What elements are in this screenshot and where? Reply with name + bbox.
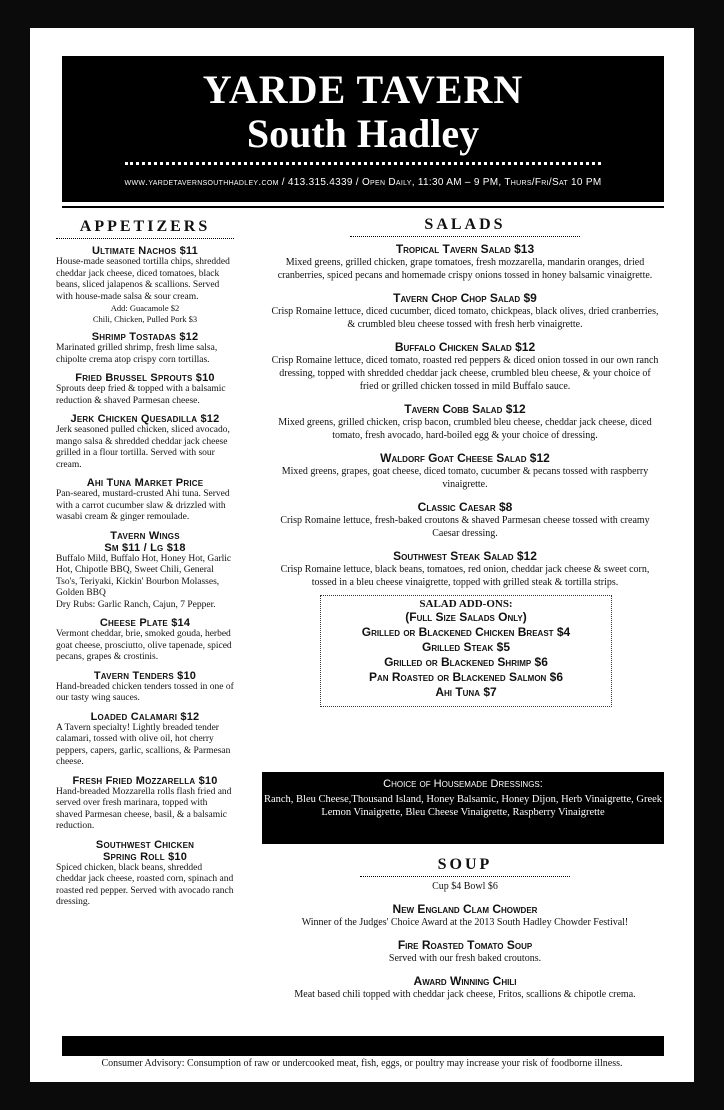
addon-item: (Full Size Salads Only) xyxy=(405,610,527,624)
addon-item: Grilled or Blackened Chicken Breast $4 xyxy=(361,625,571,639)
appetizer-description: Buffalo Mild, Buffalo Hot, Honey Hot, Garlic Hot, Chipotle BBQ, Sweet Chili, General Tso's, Teriyaki, Kickin' Bourbon Molasses, Golden BBQ Dry Rubs: Garlic Ranch, Cajun, 7 Pepper. xyxy=(56,553,232,610)
salad-description: Mixed greens, grilled chicken, crisp bacon, crumbled bleu cheese, cheddar jack cheese, diced tomato, fresh avocado, hard-boiled egg & your choice of dressing. xyxy=(278,417,652,441)
soup-prices: Cup $4 Bowl $6 xyxy=(432,881,498,892)
appetizers-column xyxy=(56,218,234,909)
appetizer-name: Tavern Tenders $10 xyxy=(93,669,197,682)
appetizer-name: Tavern Wings Sm $11 / Lg $18 xyxy=(104,529,186,554)
appetizer-description: Hand-breaded Mozzarella rolls flash fried and served over fresh marinara, topped with shaved Parmesan cheese, basil, & a balsamic reduction. xyxy=(56,786,232,831)
soup-description: Served with our fresh baked croutons. xyxy=(388,953,542,964)
appetizer-item xyxy=(56,530,234,612)
addon-item: Pan Roasted or Blackened Salmon $6 xyxy=(368,670,564,684)
salad-name: Buffalo Chicken Salad $12 xyxy=(394,340,536,354)
salad-description: Crisp Romaine lettuce, fresh-baked croutons & shaved Parmesan cheese tossed with creamy Caesar dressing. xyxy=(280,515,650,539)
addon-item: Grilled Steak $5 xyxy=(421,640,511,654)
soup-name: Award Winning Chili xyxy=(413,974,517,988)
salad-description: Mixed greens, grilled chicken, grape tomatoes, fresh mozzarella, mandarin oranges, dried cranberries, spiced pecans and homemade crispy onions tossed in honey balsamic vinaigrette. xyxy=(277,257,653,281)
soup-section xyxy=(270,856,660,1001)
appetizer-item xyxy=(56,839,234,909)
appetizer-name: Ultimate Nachos $11 xyxy=(92,245,198,257)
appetizer-name: Shrimp Tostadas $12 xyxy=(91,331,199,343)
salad-description: Mixed greens, grapes, goat cheese, diced tomato, cucumber & pecans tossed with raspberry vinaigrette. xyxy=(281,466,649,490)
appetizer-description: Vermont cheddar, brie, smoked gouda, herbed goat cheese, prosciutto, olive tapenade, spiced pecans, grapes & crostinis. xyxy=(56,629,232,662)
appetizer-item xyxy=(56,775,234,833)
addon-item: Ahi Tuna $7 xyxy=(435,685,497,699)
soup-name: Fire Roasted Tomato Soup xyxy=(397,938,533,952)
salad-name: Tropical Tavern Salad $13 xyxy=(395,242,535,256)
appetizer-item xyxy=(56,245,234,325)
dressings-title: Choice of Housemade Dressings: xyxy=(383,778,543,790)
header-rule xyxy=(62,206,664,208)
soup-description: Meat based chili topped with cheddar jack cheese, Fritos, scallions & chipotle crema. xyxy=(294,989,636,1000)
salad-name: Classic Caesar $8 xyxy=(417,500,513,514)
appetizers-title: APPETIZERS xyxy=(56,218,234,239)
addon-item: Grilled or Blackened Shrimp $6 xyxy=(384,655,548,669)
salad-name: Southwest Steak Salad $12 xyxy=(393,549,537,563)
appetizer-name: Ahi Tuna Market Price xyxy=(86,477,204,489)
salad-name: Waldorf Goat Cheese Salad $12 xyxy=(380,451,550,465)
appetizer-item xyxy=(56,477,234,524)
appetizer-item xyxy=(56,413,234,471)
salad-description: Crisp Romaine lettuce, diced tomato, roasted red peppers & diced onion tossed in our own ranch dressing, topped with shredded cheddar jack cheese, crumbled bleu cheese, & your choice of fried or grilled chicken tossed in mild Buffalo sauce. xyxy=(271,355,659,392)
appetizer-name: Fresh Fried Mozzarella $10 xyxy=(72,774,218,787)
appetizer-description: Pan-seared, mustard-crusted Ahi tuna. Served with a carrot cucumber slaw & drizzled with wasabi cream & ginger remoulade. xyxy=(56,489,230,522)
appetizer-item xyxy=(56,372,234,407)
addons-title: SALAD ADD-ONS: xyxy=(419,598,513,610)
appetizer-name: Loaded Calamari $12 xyxy=(90,710,200,723)
appetizer-addons: Add: Guacamole $2 Chili, Chicken, Pulled Pork $3 xyxy=(92,303,198,324)
salad-description: Crisp Romaine lettuce, black beans, tomatoes, red onion, cheddar jack cheese & sweet corn, tossed in a bleu cheese vinaigrette, topped with grilled steak & tortilla strips. xyxy=(280,564,650,588)
footer-bar xyxy=(62,1036,664,1056)
appetizer-name: Fried Brussel Sprouts $10 xyxy=(75,372,215,384)
appetizer-name: Cheese Plate $14 xyxy=(99,617,191,629)
header-divider xyxy=(125,162,601,165)
salads-title: SALADS xyxy=(350,216,580,237)
dressings-box xyxy=(262,772,664,844)
salad-name: Tavern Chop Chop Salad $9 xyxy=(393,291,537,305)
location-name: South Hadley xyxy=(246,111,480,156)
consumer-advisory: Consumer Advisory: Consumption of raw or undercooked meat, fish, eggs, or poultry may increase your risk of foodborne illness. xyxy=(101,1058,623,1069)
appetizer-name: Jerk Chicken Quesadilla $12 xyxy=(70,413,220,425)
salads-column xyxy=(270,216,660,707)
contact-info: www.yardetavernsouthhadley.com / 413.315.4339 / Open Daily, 11:30 AM – 9 PM, Thurs/Fri/Sat 10 PM xyxy=(124,177,602,188)
appetizer-name: Southwest Chicken Spring Roll $10 xyxy=(95,838,195,863)
soup-title: SOUP xyxy=(360,856,570,877)
restaurant-name: YARDE TAVERN xyxy=(202,67,524,112)
soup-name: New England Clam Chowder xyxy=(392,902,538,916)
salad-name: Tavern Cobb Salad $12 xyxy=(404,402,526,416)
appetizer-item xyxy=(56,331,234,366)
appetizer-description: Hand-breaded chicken tenders tossed in one of our tasty wing sauces. xyxy=(56,681,234,703)
appetizer-description: Sprouts deep fried & topped with a balsamic reduction & shaved Parmesan cheese. xyxy=(56,384,226,406)
appetizer-description: Marinated grilled shrimp, fresh lime salsa, chipolte crema atop crispy corn tortillas. xyxy=(56,343,218,365)
appetizer-description: Jerk seasoned pulled chicken, sliced avocado, mango salsa & shredded cheddar jack cheese grilled in a flour tortilla. Served with sour cream. xyxy=(56,425,230,470)
appetizer-description: A Tavern specialty! Lightly breaded tender calamari, tossed with olive oil, hot cherry peppers, capers, garlic, scallions, & Parmesan cheese. xyxy=(56,722,231,767)
appetizer-item xyxy=(56,670,234,705)
header-banner xyxy=(62,56,664,202)
appetizer-item xyxy=(56,617,234,664)
dressings-list: Ranch, Bleu Cheese,Thousand Island, Honey Balsamic, Honey Dijon, Herb Vinaigrette, Greek Lemon Vinaigrette, Bleu Cheese Vinaigrette, Raspberry Vinaigrette xyxy=(263,794,663,818)
appetizer-description: House-made seasoned tortilla chips, shredded cheddar jack cheese, diced tomatoes, black beans, sliced jalapenos & scallions. Served with house-made salsa & sour cream. xyxy=(56,257,230,302)
appetizer-item xyxy=(56,711,234,769)
salad-addons-box xyxy=(320,595,612,707)
soup-description: Winner of the Judges' Choice Award at the 2013 South Hadley Chowder Festival! xyxy=(301,917,629,928)
salad-description: Crisp Romaine lettuce, diced cucumber, diced tomato, chickpeas, black olives, dried cranberries, & crumbled bleu cheese tossed with fresh herb vinaigrette. xyxy=(271,306,659,330)
appetizer-description: Spiced chicken, black beans, shredded cheddar jack cheese, roasted corn, spinach and roasted red pepper. Served with avocado ranch dressing. xyxy=(56,862,234,907)
